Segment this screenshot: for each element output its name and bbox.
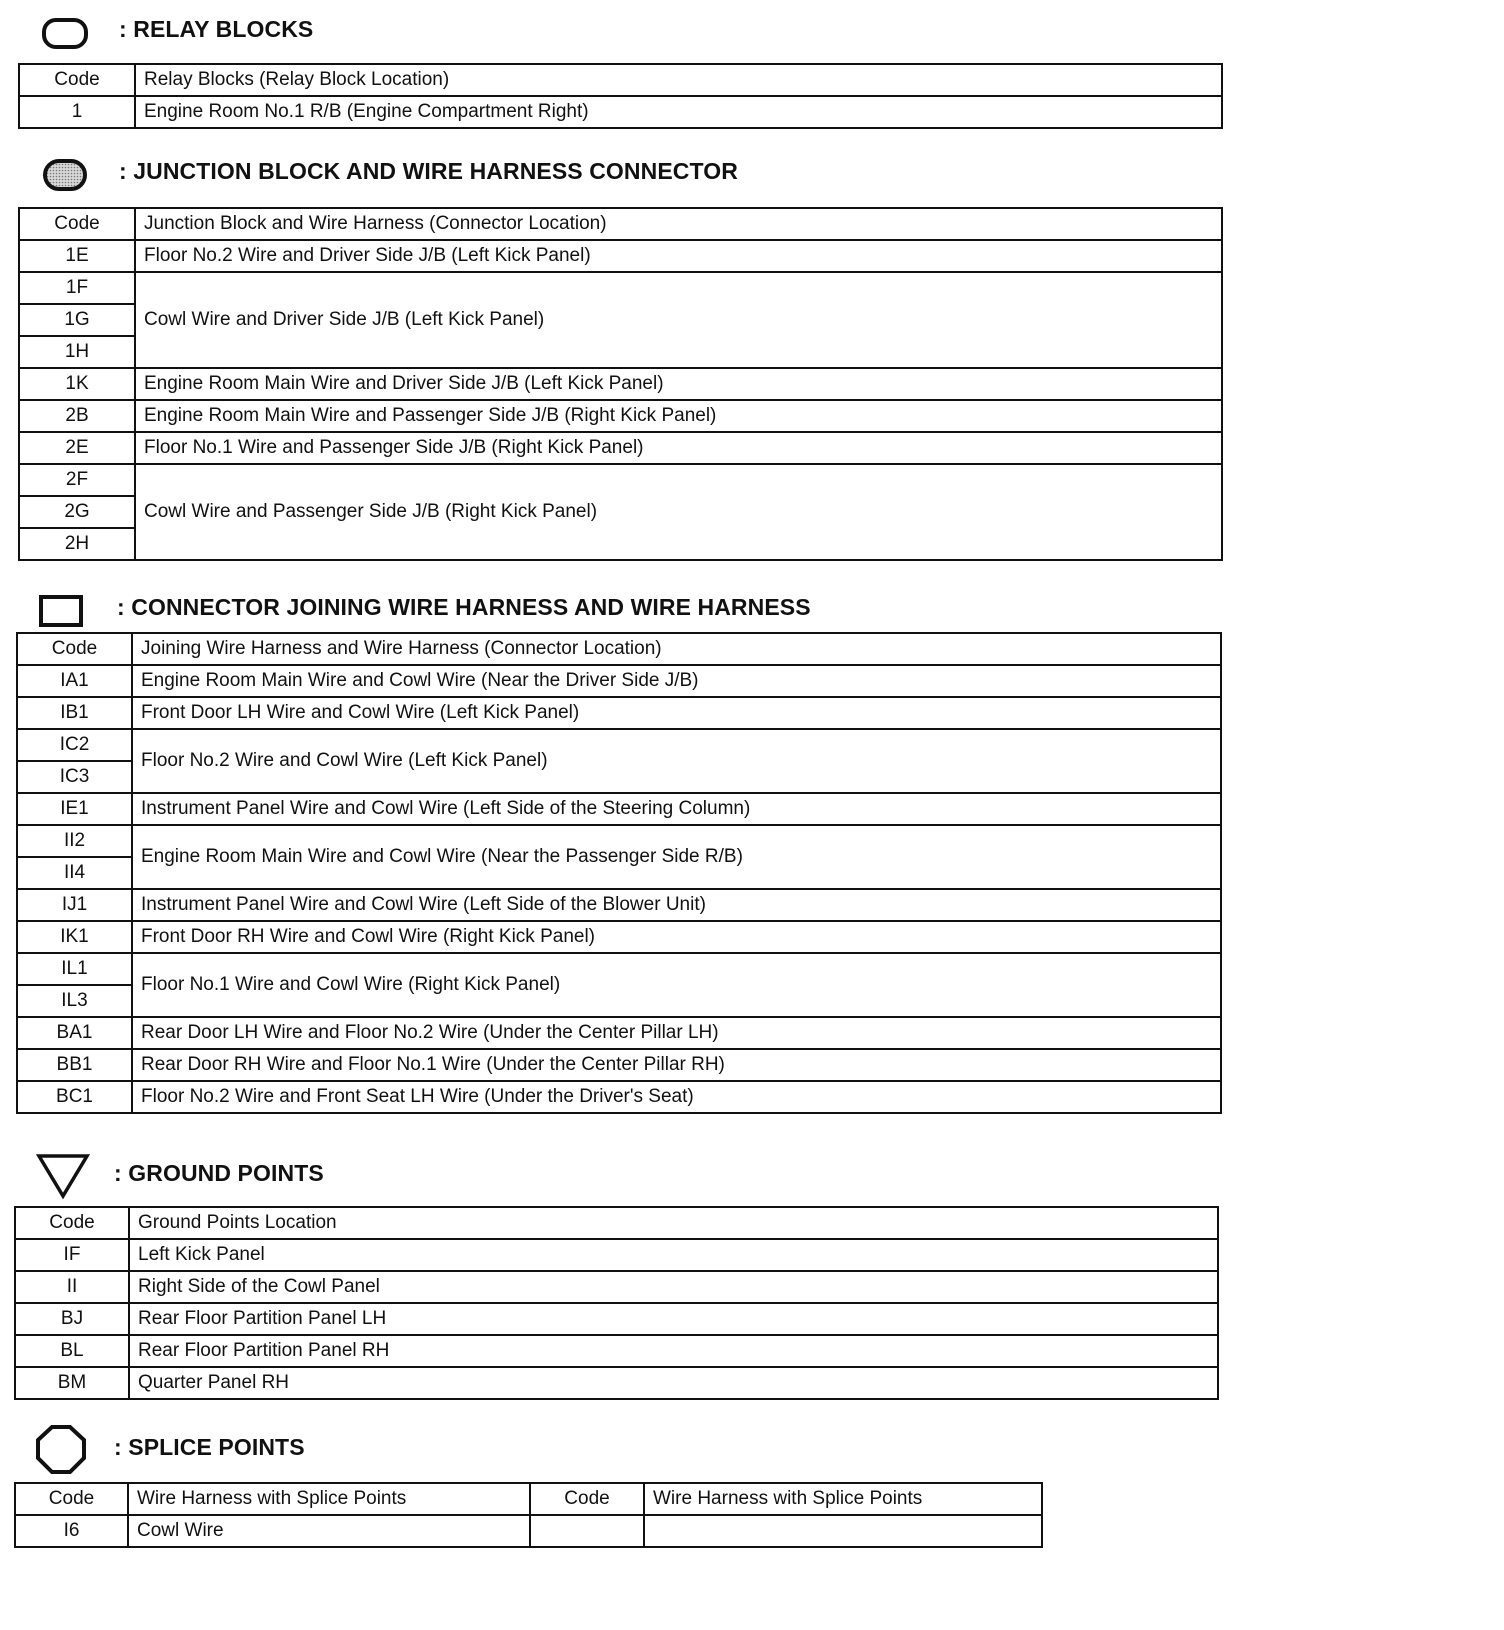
splice-points-table — [14, 1482, 1043, 1548]
row-code: IL1 — [17, 953, 132, 985]
table-row — [17, 665, 1221, 697]
row-code: IB1 — [17, 697, 132, 729]
row-code: 1 — [19, 96, 135, 128]
table-row — [17, 1017, 1221, 1049]
code-header: Code — [19, 64, 135, 96]
row-description: Cowl Wire and Passenger Side J/B (Right Kick Panel) — [135, 464, 1222, 560]
wire-harness-header: Wire Harness with Splice Points — [128, 1483, 530, 1515]
row-code: 1H — [19, 336, 135, 368]
row-code: II4 — [17, 857, 132, 889]
row-code: 2G — [19, 496, 135, 528]
table-header-row — [19, 208, 1222, 240]
relay-blocks-table — [18, 63, 1223, 129]
junction-blocks-title: : JUNCTION BLOCK AND WIRE HARNESS CONNECTOR — [119, 158, 738, 184]
row-description: Floor No.2 Wire and Front Seat LH Wire (Under the Driver's Seat) — [132, 1081, 1221, 1113]
row-description: Engine Room No.1 R/B (Engine Compartment Right) — [135, 96, 1222, 128]
row-code: 2E — [19, 432, 135, 464]
row-description: Floor No.2 Wire and Cowl Wire (Left Kick Panel) — [132, 729, 1221, 793]
row-description: Right Side of the Cowl Panel — [129, 1271, 1218, 1303]
connectors-table — [16, 632, 1222, 1114]
octagon-icon — [32, 1422, 90, 1478]
row-description: Left Kick Panel — [129, 1239, 1218, 1271]
table-row — [17, 793, 1221, 825]
table-row — [19, 464, 1222, 496]
junction-blocks-table — [18, 207, 1223, 561]
table-header-row — [15, 1483, 1042, 1515]
table-row — [17, 729, 1221, 761]
location-header: Relay Blocks (Relay Block Location) — [135, 64, 1222, 96]
row-description: Floor No.2 Wire and Driver Side J/B (Left Kick Panel) — [135, 240, 1222, 272]
row-description: Floor No.1 Wire and Passenger Side J/B (Right Kick Panel) — [135, 432, 1222, 464]
table-row — [17, 697, 1221, 729]
row-code: IJ1 — [17, 889, 132, 921]
shaded-oval-icon — [40, 154, 92, 194]
row-code: BA1 — [17, 1017, 132, 1049]
rounded-rectangle-icon — [40, 12, 92, 52]
ground-points-title: : GROUND POINTS — [114, 1160, 324, 1186]
row-description: Front Door LH Wire and Cowl Wire (Left Kick Panel) — [132, 697, 1221, 729]
connectors-title: : CONNECTOR JOINING WIRE HARNESS AND WIRE HARNESS — [117, 594, 811, 620]
down-triangle-icon — [33, 1150, 93, 1200]
splice-points-heading — [0, 1426, 600, 1466]
row-code: IC2 — [17, 729, 132, 761]
table-row — [19, 368, 1222, 400]
location-header: Joining Wire Harness and Wire Harness (Connector Location) — [132, 633, 1221, 665]
row-code-2 — [530, 1515, 644, 1547]
row-description: Engine Room Main Wire and Passenger Side J/B (Right Kick Panel) — [135, 400, 1222, 432]
row-description-2 — [644, 1515, 1042, 1547]
row-code: IC3 — [17, 761, 132, 793]
row-description: Rear Door LH Wire and Floor No.2 Wire (Under the Center Pillar LH) — [132, 1017, 1221, 1049]
row-code: BM — [15, 1367, 129, 1399]
relay-blocks-title: : RELAY BLOCKS — [119, 16, 314, 42]
table-row — [17, 889, 1221, 921]
table-row — [17, 953, 1221, 985]
row-description: Rear Floor Partition Panel LH — [129, 1303, 1218, 1335]
row-code: IL3 — [17, 985, 132, 1017]
table-row — [19, 96, 1222, 128]
ground-points-table — [14, 1206, 1219, 1400]
row-description: Quarter Panel RH — [129, 1367, 1218, 1399]
row-code: BB1 — [17, 1049, 132, 1081]
row-description: Instrument Panel Wire and Cowl Wire (Left Side of the Steering Column) — [132, 793, 1221, 825]
code-header: Code — [19, 208, 135, 240]
code-header: Code — [15, 1483, 128, 1515]
row-code: BC1 — [17, 1081, 132, 1113]
table-row — [17, 1049, 1221, 1081]
row-description: Front Door RH Wire and Cowl Wire (Right Kick Panel) — [132, 921, 1221, 953]
row-code: IE1 — [17, 793, 132, 825]
row-code: 1F — [19, 272, 135, 304]
location-header: Ground Points Location — [129, 1207, 1218, 1239]
code-header-2: Code — [530, 1483, 644, 1515]
table-row — [15, 1303, 1218, 1335]
row-code: 1E — [19, 240, 135, 272]
row-code: 2B — [19, 400, 135, 432]
row-code: II2 — [17, 825, 132, 857]
row-code: II — [15, 1271, 129, 1303]
table-row — [19, 400, 1222, 432]
splice-points-title: : SPLICE POINTS — [114, 1434, 305, 1460]
connectors-heading — [0, 588, 950, 628]
row-description: Instrument Panel Wire and Cowl Wire (Left Side of the Blower Unit) — [132, 889, 1221, 921]
ground-points-heading — [0, 1150, 600, 1190]
code-header: Code — [17, 633, 132, 665]
row-code: IA1 — [17, 665, 132, 697]
table-header-row — [17, 633, 1221, 665]
row-code: BL — [15, 1335, 129, 1367]
table-row — [15, 1271, 1218, 1303]
table-row — [15, 1515, 1042, 1547]
row-description: Rear Floor Partition Panel RH — [129, 1335, 1218, 1367]
rectangle-icon — [36, 590, 88, 630]
code-header: Code — [15, 1207, 129, 1239]
row-code: IK1 — [17, 921, 132, 953]
table-header-row — [19, 64, 1222, 96]
table-row — [17, 825, 1221, 857]
table-row — [15, 1335, 1218, 1367]
relay-blocks-heading — [0, 10, 700, 50]
table-row — [19, 240, 1222, 272]
row-code: 2F — [19, 464, 135, 496]
table-row — [17, 1081, 1221, 1113]
junction-blocks-heading — [0, 152, 900, 192]
row-description: Floor No.1 Wire and Cowl Wire (Right Kick Panel) — [132, 953, 1221, 1017]
row-code: 1K — [19, 368, 135, 400]
location-header: Junction Block and Wire Harness (Connector Location) — [135, 208, 1222, 240]
table-row — [17, 921, 1221, 953]
row-code: BJ — [15, 1303, 129, 1335]
row-description: Cowl Wire — [128, 1515, 530, 1547]
row-description: Engine Room Main Wire and Cowl Wire (Near the Driver Side J/B) — [132, 665, 1221, 697]
row-description: Cowl Wire and Driver Side J/B (Left Kick Panel) — [135, 272, 1222, 368]
row-description: Rear Door RH Wire and Floor No.1 Wire (Under the Center Pillar RH) — [132, 1049, 1221, 1081]
row-description: Engine Room Main Wire and Driver Side J/B (Left Kick Panel) — [135, 368, 1222, 400]
table-header-row — [15, 1207, 1218, 1239]
row-code: 2H — [19, 528, 135, 560]
table-row — [19, 432, 1222, 464]
table-row — [15, 1367, 1218, 1399]
wire-harness-header-2: Wire Harness with Splice Points — [644, 1483, 1042, 1515]
row-code: 1G — [19, 304, 135, 336]
row-code: I6 — [15, 1515, 128, 1547]
row-description: Engine Room Main Wire and Cowl Wire (Near the Passenger Side R/B) — [132, 825, 1221, 889]
table-row — [19, 272, 1222, 304]
row-code: IF — [15, 1239, 129, 1271]
table-row — [15, 1239, 1218, 1271]
